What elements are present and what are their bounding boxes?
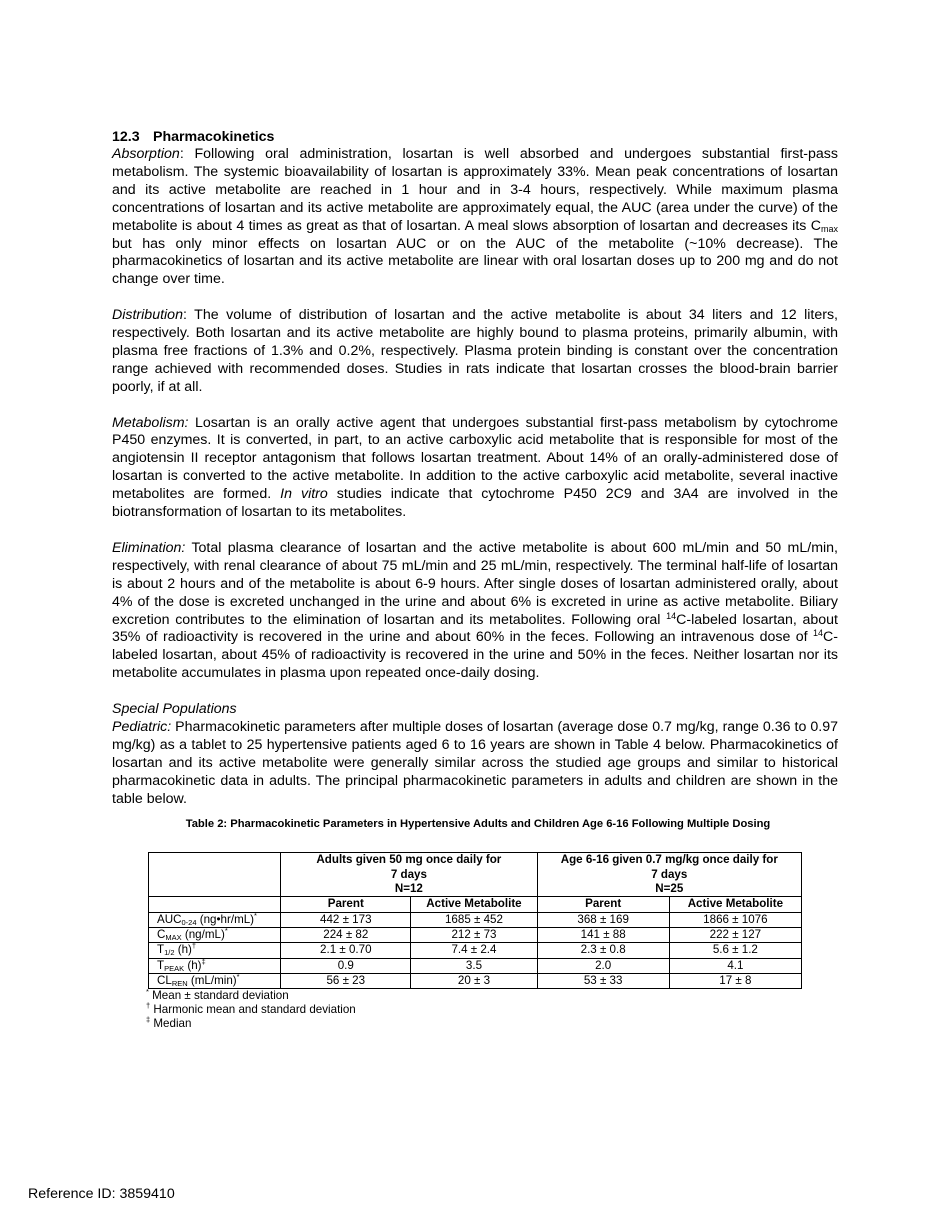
table-cell: 20 ± 3 — [411, 973, 537, 988]
isotope-superscript: 14 — [666, 610, 677, 621]
column-header-parent: Parent — [281, 897, 411, 912]
table-row — [149, 927, 802, 942]
empty-header-cell — [149, 897, 281, 912]
reference-id: Reference ID: 3859410 — [28, 1186, 175, 1202]
row-label: $C_{MAX}$ (ng/mL)* — [149, 927, 281, 942]
footnote: * Mean ± standard deviation — [146, 987, 289, 1003]
table-cell: 2.1 ± 0.70 — [281, 943, 411, 958]
footnote: † Harmonic mean and standard deviation — [146, 1001, 356, 1017]
distribution-label: Distribution — [112, 307, 183, 324]
elimination-text-end: C-labeled losartan, about 45% of radioactivity is recovered in the urine and 50% in the feces. Neither losartan nor its metabolite accumulates in plasma upon repeated once-daily dosing. — [112, 629, 838, 682]
section-title: Pharmacokinetics — [153, 129, 275, 145]
absorption-text: : Following oral administration, losartan is well absorbed and undergoes substantial first-pass metabolism. The systemic bioavailability of losartan is approximately 33%. Mean peak concentrations of losartan and its active metabolite are reached in 1 hour and in 3-4 hours, respectively. While maximum plasma concentrations of losartan and its active metabolite are approximately equal, the AUC (area under the curve) of the metabolite is about 4 times as great as that of losartan. A meal slows absorption of losartan and decreases its C — [112, 146, 838, 234]
empty-header-cell — [149, 853, 281, 897]
table-cell: 212 ± 73 — [411, 927, 537, 942]
table-cell: 17 ± 8 — [669, 973, 801, 988]
table-cell: 0.9 — [281, 958, 411, 973]
row-label: $T_{1/2}$ (h)† — [149, 943, 281, 958]
elimination-text: Total plasma clearance of losartan and the active metabolite is about 600 mL/min and 50 mL/min, respectively, with renal clearance of about 75 mL/min and 25 mL/min, respectively. The terminal half-life of losartan is about 2 hours and of the metabolite is about 6-9 hours. After single doses of losartan administered orally, about 4% of the dose is excreted unchanged in the urine and about 6% is excreted in urine as active metabolite. Biliary excretion contributes to the elimination of losartan and its metabolites. Following oral — [112, 539, 838, 628]
metabolism-label: Metabolism: — [112, 414, 189, 431]
group-header-line: Adults given 50 mg once daily for — [316, 853, 502, 867]
table-cell: 53 ± 33 — [537, 973, 669, 988]
group-header-line: 7 days — [390, 867, 427, 881]
absorption-label: Absorption — [112, 146, 180, 162]
pediatric-label: Pediatric: — [112, 718, 172, 735]
elimination-label: Elimination: — [112, 539, 186, 556]
section-heading — [112, 128, 838, 146]
metabolism-text-cont: studies indicate that cytochrome P450 2C9 and 3A4 are involved in the biotransformation of losartan to its metabolites. — [112, 486, 839, 521]
row-label: $T_{PEAK}$ (h)‡ — [149, 958, 281, 973]
table-cell: 2.0 — [537, 958, 669, 973]
absorption-text-cont: but has only minor effects on losartan AUC or on the AUC of the metabolite (~10% decrease). The pharmacokinetics of losartan and its active metabolite are linear with oral losartan doses up to 200 mg and do not change over time. — [112, 235, 838, 288]
in-vitro-italic: In vitro — [280, 486, 328, 503]
table-row — [149, 973, 802, 988]
table-cell: 56 ± 23 — [281, 973, 411, 988]
table-column-header-row — [149, 897, 802, 912]
table-row — [149, 912, 802, 927]
distribution-text: : The volume of distribution of losartan and the active metabolite is about 34 liters and 12 liters, respectively. Both losartan and its active metabolite are highly bound to plasma proteins, primarily albumin, with plasma free fractions of 1.3% and 0.2%, respectively. Plasma protein binding is constant over the concentration range achieved with recommended doses. Studies in rats indicate that losartan crosses the blood-brain barrier poorly, if at all. — [112, 307, 838, 395]
table-cell: 368 ± 169 — [537, 912, 669, 927]
table-cell: 442 ± 173 — [281, 912, 411, 927]
table-caption: Table 2: Pharmacokinetic Parameters in Hypertensive Adults and Children Age 6-16 Following Multiple Dosing — [185, 818, 771, 831]
footnote: ‡ Median — [146, 1015, 192, 1031]
table-footnotes — [146, 989, 838, 1031]
children-group-header — [537, 853, 801, 897]
distribution-paragraph — [112, 307, 838, 397]
row-label: $AUC_{0-24}$ (ng•hr/mL)* — [149, 912, 281, 927]
group-header-line: N=12 — [394, 882, 423, 896]
pk-table — [148, 852, 802, 989]
elimination-paragraph — [112, 540, 838, 683]
column-header-active-metabolite: Active Metabolite — [411, 897, 537, 912]
table-cell: 1685 ± 452 — [411, 912, 537, 927]
isotope-superscript: 14 — [813, 628, 824, 639]
column-header-active-metabolite: Active Metabolite — [669, 897, 801, 912]
pediatric-text: Pharmacokinetic parameters after multiple doses of losartan (average dose 0.7 mg/kg, range 0.36 to 0.97 mg/kg) as a tablet to 25 hypertensive patients aged 6 to 16 years are shown in Table 4 below. Pharmacokinetics of losartan and its active metabolite were generally similar across the studied age groups and similar to historical pharmacokinetic data in adults. The principal pharmacokinetic parameters in adults and children are shown in the table below. — [112, 718, 838, 807]
table-cell: 7.4 ± 2.4 — [411, 943, 537, 958]
absorption-paragraph — [112, 146, 838, 289]
table-row — [149, 943, 802, 958]
adults-group-header — [281, 853, 537, 897]
table-group-header-row — [149, 853, 802, 897]
pediatric-paragraph — [112, 719, 838, 809]
table-row — [149, 958, 802, 973]
table-cell: 3.5 — [411, 958, 537, 973]
table-cell: 222 ± 127 — [669, 927, 801, 942]
special-populations-heading: Special Populations — [112, 701, 237, 718]
elimination-text-cont: C-labeled losartan, about 35% of radioactivity is recovered in the urine and about 60% in the feces. Following an intravenous dose of — [112, 611, 839, 646]
cmax-subscript: max — [820, 223, 838, 234]
row-label: $CL_{REN}$ (mL/min)* — [149, 973, 281, 988]
section-number: 12.3 — [112, 129, 140, 145]
document-body — [112, 128, 838, 1031]
table-cell: 224 ± 82 — [281, 927, 411, 942]
column-header-parent: Parent — [537, 897, 669, 912]
table-cell: 1866 ± 1076 — [669, 912, 801, 927]
group-header-line: 7 days — [651, 867, 688, 881]
metabolism-paragraph — [112, 415, 838, 522]
table-cell: 2.3 ± 0.8 — [537, 943, 669, 958]
metabolism-text: Losartan is an orally active agent that undergoes substantial first-pass metabolism by cytochrome P450 enzymes. It is converted, in part, to an active carboxylic acid metabolite that is responsible for most of the angiotensin II receptor antagonism that follows losartan treatment. About 14% of an orally-administered dose of losartan is converted to the active metabolite. In addition to the active carboxylic acid metabolite, several inactive metabolites are formed. — [112, 414, 838, 503]
group-header-line: Age 6-16 given 0.7 mg/kg once daily for — [560, 853, 778, 867]
table-cell: 4.1 — [669, 958, 801, 973]
table-cell: 141 ± 88 — [537, 927, 669, 942]
group-header-line: N=25 — [655, 882, 684, 896]
table-cell: 5.6 ± 1.2 — [669, 943, 801, 958]
